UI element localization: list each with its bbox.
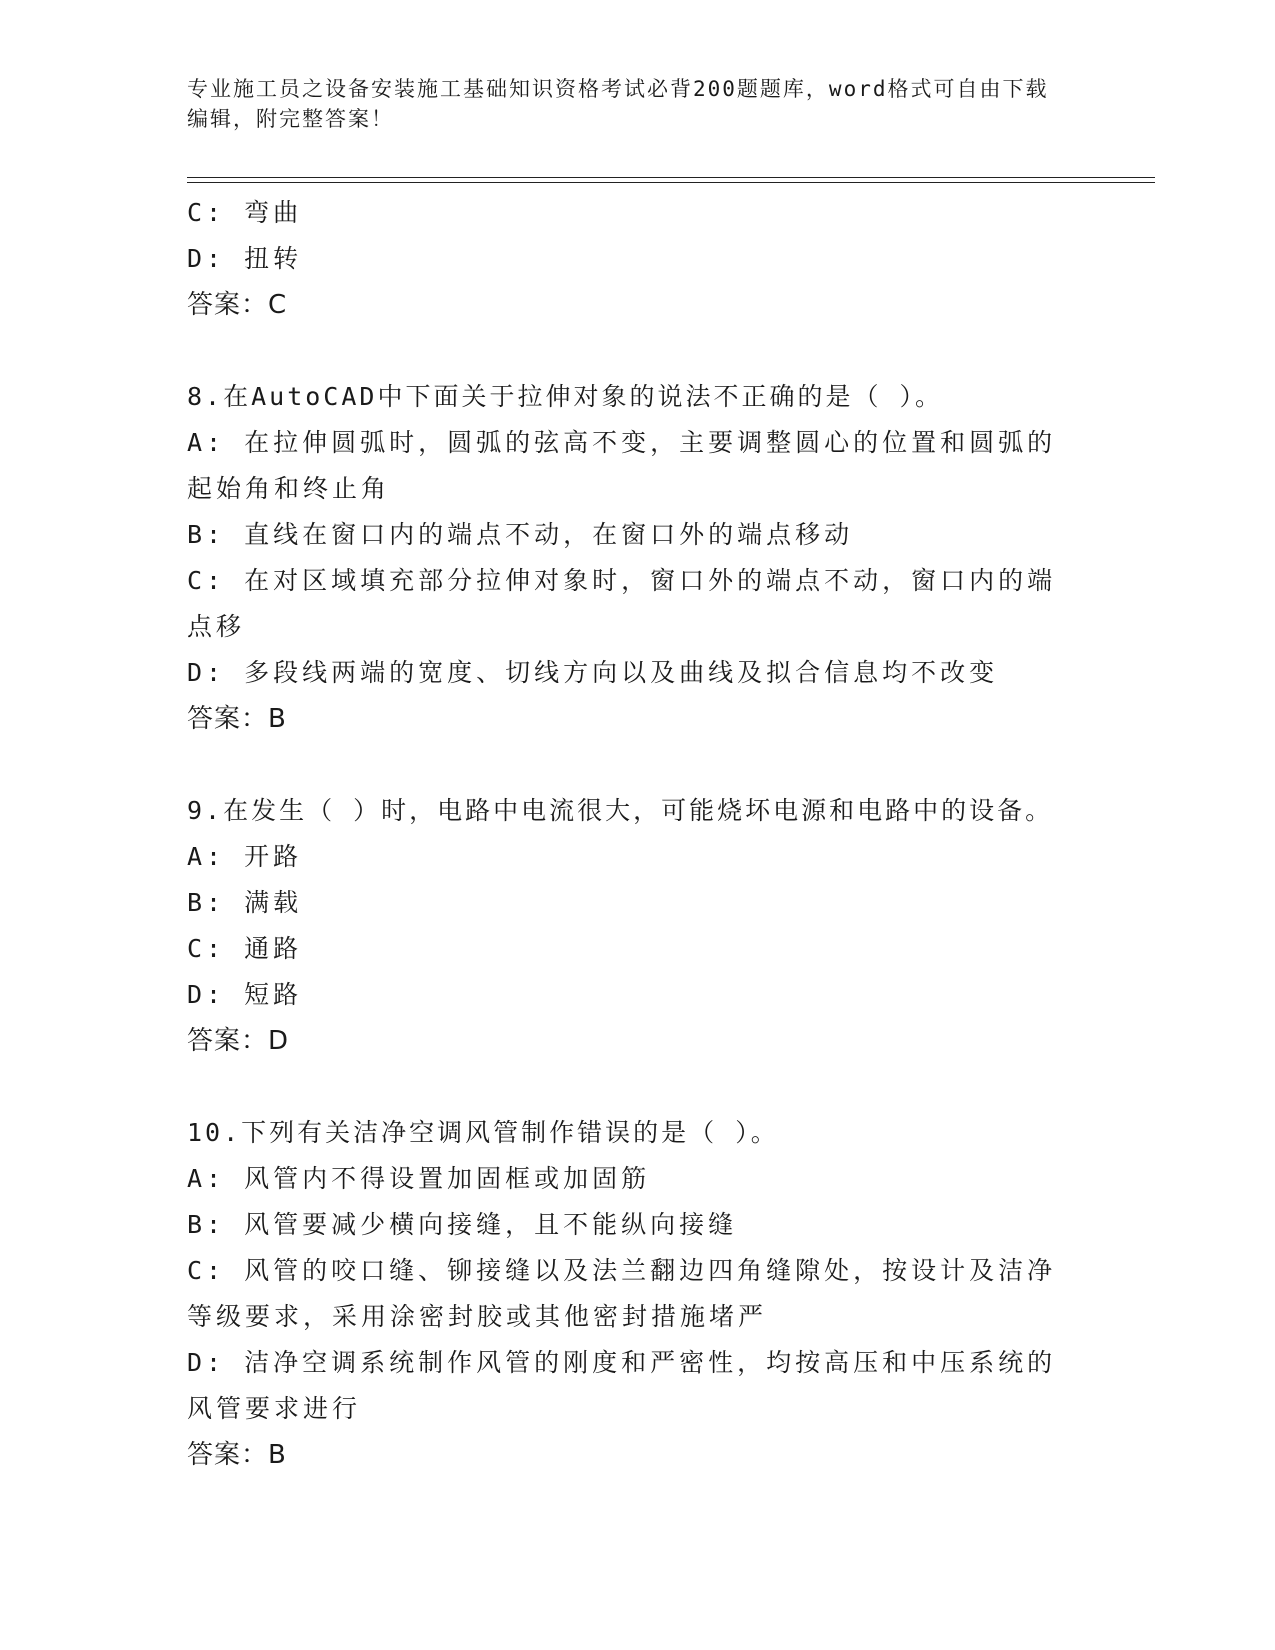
option-c: C: 风管的咬口缝、铆接缝以及法兰翻边四角缝隙处，按设计及洁净等级要求，采用涂密封胶或其他密封措施堵严 — [187, 1256, 1057, 1331]
option-d: D: 洁净空调系统制作风管的刚度和严密性，均按高压和中压系统的风管要求进行 — [187, 1348, 1057, 1423]
question-block-8 — [187, 374, 1087, 742]
option-d: D: 多段线两端的宽度、切线方向以及曲线及拟合信息均不改变 — [187, 658, 999, 687]
option-a: A: 在拉伸圆弧时，圆弧的弦高不变，主要调整圆心的位置和圆弧的起始角和终止角 — [187, 428, 1057, 503]
option-b: B: 直线在窗口内的端点不动，在窗口外的端点移动 — [187, 520, 854, 549]
question-block-prev — [187, 190, 1087, 328]
question-title: 9.在发生（ ）时，电路中电流很大，可能烧坏电源和电路中的设备。 — [187, 796, 1054, 825]
option-a: A: 开路 — [187, 842, 303, 871]
document-header: 专业施工员之设备安装施工基础知识资格考试必背200题题库，word格式可自由下载编辑，附完整答案！ — [187, 77, 1049, 131]
question-list — [187, 190, 1087, 1524]
option-d: D: 短路 — [187, 980, 303, 1009]
option-c: C: 在对区域填充部分拉伸对象时，窗口外的端点不动，窗口内的端点移 — [187, 566, 1057, 641]
option-b: B: 风管要减少横向接缝，且不能纵向接缝 — [187, 1210, 738, 1239]
answer-label: 答案：C — [187, 290, 288, 320]
question-title: 10.下列有关洁净空调风管制作错误的是（ ）。 — [187, 1118, 779, 1147]
option-c: C: 弯曲 — [187, 198, 303, 227]
answer-label: 答案：B — [187, 704, 287, 734]
question-title: 8.在AutoCAD中下面关于拉伸对象的说法不正确的是（ ）。 — [187, 382, 944, 411]
option-a: A: 风管内不得设置加固框或加固筋 — [187, 1164, 651, 1193]
option-b: B: 满载 — [187, 888, 303, 917]
question-block-10 — [187, 1110, 1087, 1478]
question-block-9 — [187, 788, 1087, 1064]
option-d: D: 扭转 — [187, 244, 303, 273]
header-divider-bottom — [187, 182, 1155, 183]
option-c: C: 通路 — [187, 934, 303, 963]
header-divider-top — [187, 177, 1155, 178]
answer-label: 答案：D — [187, 1026, 290, 1056]
answer-label: 答案：B — [187, 1440, 287, 1470]
